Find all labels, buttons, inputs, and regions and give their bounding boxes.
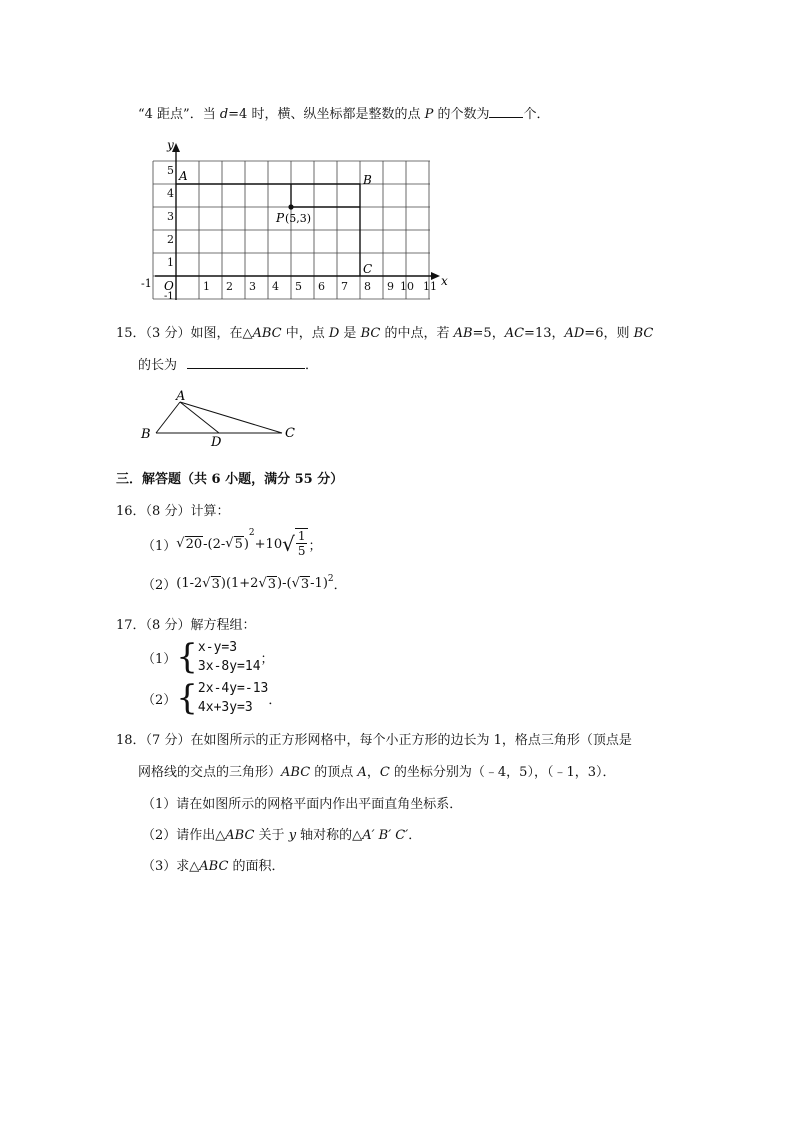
- answer-blank-15: [187, 356, 305, 369]
- x-tick-label: 7: [341, 280, 348, 293]
- q15-v1: =5，: [472, 326, 505, 341]
- q15-t1: 中，点: [281, 326, 329, 341]
- q15-end: ．: [305, 358, 319, 373]
- sqrt-3-a-radicand: 3: [211, 576, 220, 592]
- side-ab: [156, 402, 180, 433]
- q16-part1: [142, 528, 322, 560]
- sqrt-3-b-radicand: 3: [267, 576, 277, 592]
- q17-p2-eq1: 2x-4y=-13: [197, 681, 269, 696]
- q15-bc2: BC: [633, 326, 654, 341]
- q15-d: D: [328, 326, 340, 341]
- sqrt-5: √ 5: [225, 536, 243, 552]
- y-tick-label: 4: [167, 187, 174, 200]
- q17-p1-label: （1）: [142, 651, 177, 667]
- point-b-label: B: [363, 173, 372, 187]
- q18-item3: [142, 855, 285, 874]
- neg-x-tick: -1: [141, 277, 152, 290]
- tri-label-c: C: [285, 426, 295, 441]
- sqrt-3-b: √ 3: [258, 575, 277, 592]
- q15-line2: [138, 354, 318, 373]
- q18-l2b: 的顶点: [310, 765, 358, 780]
- frac-num: 1: [297, 529, 306, 543]
- point-p-label: P: [276, 211, 285, 225]
- q18-item2c: 轴对称的△: [296, 828, 363, 843]
- q16-p2-d: -1): [310, 576, 328, 591]
- q16-p2-b: )(1+2: [220, 576, 259, 591]
- q15-abc: ABC: [252, 326, 282, 341]
- q17-p2-eq2: 4x+3y=3: [197, 700, 253, 715]
- x-tick-label: 6: [318, 280, 325, 293]
- q16-p2-a: (1-2: [176, 576, 203, 591]
- x-tick-label: 5: [295, 280, 302, 293]
- top-line-text-1: “4 距点”．当: [138, 107, 220, 122]
- q17-p2-brace: {: [176, 678, 198, 718]
- q16-p2-c: )-(: [277, 576, 292, 591]
- q16-p2-end: ．: [333, 578, 347, 593]
- q18-item2: [142, 824, 421, 843]
- x-tick-label: 3: [249, 280, 256, 293]
- q16-p1-end: ；: [308, 538, 322, 554]
- q18-item3b: 的面积．: [228, 859, 285, 874]
- x-tick-label: 2: [226, 280, 233, 293]
- point-a-label: A: [179, 169, 188, 183]
- q16-p1-exp: 2: [248, 528, 255, 538]
- q16-p2-label: （2）: [142, 578, 177, 593]
- answer-blank-14: [489, 105, 523, 118]
- x-tick-label: 1: [203, 280, 210, 293]
- q16-p1-m1: -(2-: [203, 536, 226, 552]
- q16-p1-m3: +10: [254, 536, 283, 552]
- top-line: [138, 103, 550, 122]
- q15-bc: BC: [360, 326, 381, 341]
- triangle-figure: [138, 386, 308, 448]
- q17-title: 17．（8 分）解方程组：: [116, 618, 256, 633]
- tri-label-d: D: [211, 435, 222, 448]
- top-line-text-2: =4 时，横、纵坐标都是整数的点: [228, 107, 425, 122]
- q17-part1: [142, 638, 274, 676]
- y-tick-label: 1: [167, 256, 174, 269]
- q18-item3abc: ABC: [199, 859, 229, 874]
- sqrt-5-radicand: 5: [234, 537, 243, 552]
- grid-figure: [135, 138, 455, 304]
- q18-l2a: 网格线的交点的三角形）: [138, 765, 282, 780]
- q18-item2a: （2）请作出△: [142, 828, 226, 843]
- q17-p1-eq1: x-y=3: [197, 640, 238, 655]
- point-p-dot: [288, 204, 293, 209]
- q15-number: 15．（3 分）如图，在△: [116, 326, 253, 341]
- q15-ad: AD: [564, 326, 585, 341]
- q18-line2: [138, 761, 616, 780]
- tri-label-b: B: [141, 427, 151, 442]
- q15-t2: 是: [339, 326, 361, 341]
- sqrt-frac: √ $\frac{1}{5}$: [282, 528, 308, 560]
- q16-p1-label: （1）: [142, 538, 177, 554]
- q18-l2abc: ABC: [281, 765, 311, 780]
- x-tick-label: 10: [400, 280, 414, 293]
- q18-l2c: ，: [366, 765, 380, 780]
- q17-p1-eq2: 3x-8y=14: [197, 659, 261, 674]
- q18-item2b: 关于: [254, 828, 289, 843]
- q15-line2-text: 的长为: [138, 358, 178, 373]
- q18-line1: 18．（7 分）在如图所示的正方形网格中，每个小正方形的边长为 1，格点三角形（顶点是: [116, 733, 632, 748]
- top-line-text-4: 个．: [523, 107, 550, 122]
- tri-label-a: A: [176, 389, 186, 404]
- origin-label: O: [164, 279, 174, 293]
- y-tick-label: 2: [167, 233, 174, 246]
- y-tick-label: 3: [167, 210, 174, 223]
- q17-p2-system: [198, 679, 268, 717]
- var-p: P: [424, 107, 434, 122]
- q18-item2d: ．: [408, 828, 422, 843]
- median-ad: [180, 402, 219, 433]
- q16-p2-exp: 2: [327, 574, 334, 584]
- q15-line1: [116, 322, 653, 341]
- q16-title: 16．（8 分）计算：: [116, 504, 230, 519]
- q18-l2-a: A: [357, 765, 367, 780]
- sqrt-3-c-radicand: 3: [300, 576, 310, 592]
- y-tick-label: 5: [167, 164, 174, 177]
- sqrt-20: √ 20: [176, 536, 203, 552]
- q17-part2: [142, 679, 281, 717]
- y-axis-label: y: [167, 138, 174, 152]
- x-tick-label: 9: [387, 280, 394, 293]
- q17-p2-label: （2）: [142, 692, 177, 708]
- q15-v2: =13，: [524, 326, 565, 341]
- q17-p1-end: ；: [260, 651, 274, 667]
- var-d: d: [219, 107, 229, 122]
- q15-v3: =6，则: [584, 326, 634, 341]
- q16-p1-m2: ): [243, 536, 249, 552]
- x-axis-label: x: [441, 274, 448, 288]
- sqrt-3-a: √ 3: [202, 575, 220, 592]
- q18-item2prime: A′ B′ C′: [362, 828, 409, 843]
- point-c-label: C: [363, 262, 373, 276]
- q18-l2-c: C: [379, 765, 390, 780]
- side-ac: [180, 402, 282, 433]
- point-p-coords: (5,3): [285, 212, 312, 225]
- x-tick-label: 11: [423, 280, 437, 293]
- q16-part2: [142, 574, 347, 593]
- section-3-heading: 三．解答题（共 6 小题，满分 55 分）: [116, 472, 344, 487]
- q18-item1: （1）请在如图所示的网格平面内作出平面直角坐标系．: [142, 797, 463, 812]
- frac-den: 5: [297, 544, 306, 558]
- q17-p1-brace: {: [176, 637, 198, 677]
- x-tick-label: 8: [364, 280, 371, 293]
- q17-p2-end: ．: [268, 692, 282, 708]
- top-line-text-3: 的个数为: [433, 107, 490, 122]
- neg-y-tick: -1: [164, 291, 174, 302]
- x-tick-label: 4: [272, 280, 279, 293]
- sqrt-3-c: √ 3: [291, 575, 310, 592]
- q15-ab: AB: [453, 326, 473, 341]
- q18-item2y: y: [288, 828, 297, 843]
- sqrt-20-radicand: 20: [185, 537, 203, 552]
- q15-t3: 的中点，若: [380, 326, 454, 341]
- x-axis-arrow: [431, 272, 440, 280]
- q17-p1-system: [198, 638, 261, 676]
- q18-item3a: （3）求△: [142, 859, 200, 874]
- q18-item2abc: ABC: [225, 828, 255, 843]
- q15-ac: AC: [504, 326, 525, 341]
- q18-l2d: 的坐标分别为（﹣4，5），（﹣1，3）．: [389, 765, 616, 780]
